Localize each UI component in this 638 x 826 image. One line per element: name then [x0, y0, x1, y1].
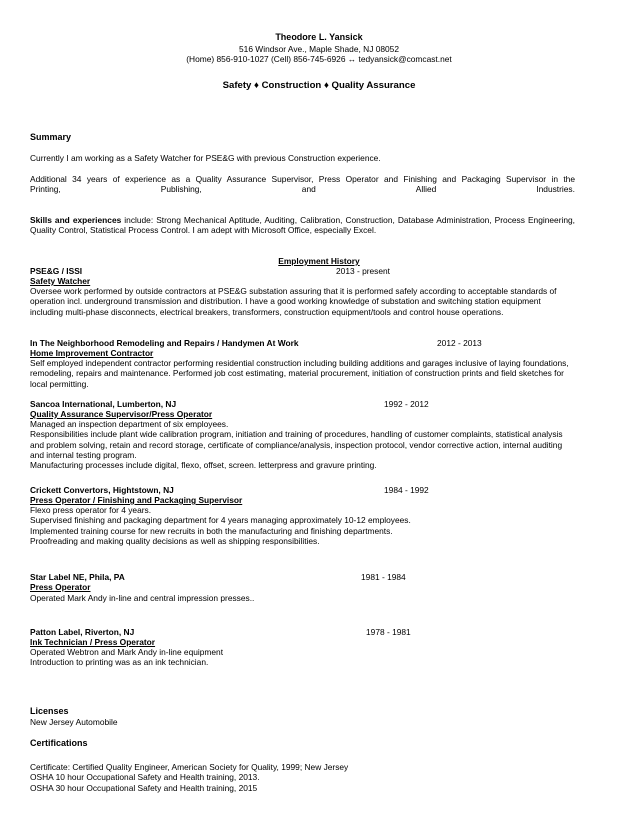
certifications-heading: Certifications [30, 738, 88, 748]
job-line: Supervised finishing and packaging department for 4 years managing approximately 10-12 employees. [30, 515, 411, 526]
job-title: Press Operator [30, 582, 91, 592]
job-org: Sancoa International, Lumberton, NJ [30, 399, 177, 409]
job-line: Implemented training course for new recruits in both the manufacturing and finishing departments. [30, 525, 393, 536]
skills-label: Skills and experiences [30, 215, 122, 225]
certifications-list [30, 762, 575, 793]
job-title: Quality Assurance Supervisor/Press Operator [30, 409, 213, 419]
job-line: Operated Webtron and Mark Andy in-line equipment [30, 647, 224, 657]
job-title: Ink Technician / Press Operator [30, 637, 156, 647]
job-org: Patton Label, Riverton, NJ [30, 627, 135, 637]
job-dates: 1978 - 1981 [366, 627, 411, 637]
summary-word: Allied [415, 184, 437, 195]
job-description: Oversee work performed by outside contractors at PSE&G substation assuring that it is performed safely according to acceptable standards of operation incl. underground transmission and distribution. I have a good working knowledge of substation and switching station equipment including multi-phase disconnects, electrical breakers, transformers, construction equipment/tools and control house operations. [30, 286, 557, 317]
skills-text: include: Strong Mechanical Aptitude, Auditing, Calibration, Construction, Database Administration, Process Engineering, Quality Control, Statistical Process Control. I am adept with Microsoft Office, especially Excel. [30, 215, 575, 236]
job-dates: 1992 - 2012 [384, 399, 429, 409]
job-title: Safety Watcher [30, 276, 91, 286]
skills-paragraph [30, 215, 575, 236]
summary-line-2b [30, 184, 575, 194]
job-line: Flexo press operator for 4 years. [30, 505, 152, 515]
job-line: Responsibilities include plant wide calibration program, initiation and training of procedures, handling of customer complaints, statistical analysis and problem solving, retain and record storage, certificate of compliance/analysis, inspection protocol, vendor corrective action, internal auditing and internal testing program. [30, 429, 563, 460]
job-dates: 2013 - present [336, 266, 391, 276]
job-description [30, 647, 575, 668]
certification-line: Certificate: Certified Quality Engineer, American Society for Quality, 1999; New Jersey [30, 762, 349, 772]
summary-line-1: Currently I am working as a Safety Watcher for PSE&G with previous Construction experience. [30, 153, 381, 163]
job-org: In The Neighborhood Remodeling and Repairs / Handymen At Work [30, 338, 299, 348]
job-dates: 1984 - 1992 [384, 485, 429, 495]
job-line: Managed an inspection department of six employees. [30, 419, 229, 429]
job-description: Operated Mark Andy in-line and central impression presses.. [30, 593, 255, 603]
job-org: PSE&G / ISSI [30, 266, 83, 276]
job-description: Self employed independent contractor performing residential construction including building additions and garages inclusive of laying foundations, remodeling, repairs and maintenance. Performed job cost estimating, material procurement, initiation of construction prints and field sketches for local permitting. [30, 358, 569, 389]
job-description [30, 419, 575, 470]
certification-line: OSHA 30 hour Occupational Safety and Health training, 2015 [30, 782, 258, 793]
job-org: Star Label NE, Phila, PA [30, 572, 125, 582]
summary-line-2 [30, 174, 575, 195]
job-dates: 2012 - 2013 [437, 338, 482, 348]
certification-line: OSHA 10 hour Occupational Safety and Health training, 2013. [30, 772, 260, 783]
job-description [30, 505, 575, 546]
candidate-tagline: Safety ♦ Construction ♦ Quality Assurance [222, 80, 416, 91]
summary-word: Industries. [536, 184, 575, 195]
summary-heading: Summary [30, 132, 72, 142]
job-line: Manufacturing processes include digital, flexo, offset, screen. letterpress and gravure printing. [30, 460, 377, 471]
licenses-heading: Licenses [30, 706, 69, 716]
job-org: Crickett Convertors, Hightstown, NJ [30, 485, 174, 495]
licenses-text: New Jersey Automobile [30, 717, 118, 727]
summary-word: Printing, [30, 184, 61, 195]
job-line: Introduction to printing was as an ink technician. [30, 657, 209, 668]
job-title: Press Operator / Finishing and Packaging Supervisor [30, 495, 243, 505]
summary-line-2a: Additional 34 years of experience as a Quality Assurance Supervisor, Press Operator and Finishing and Packaging Supervisor in the [30, 174, 575, 184]
candidate-name: Theodore L. Yansick [275, 32, 363, 42]
candidate-contact: (Home) 856-910-1027 (Cell) 856-745-6926 ↔ tedyansick@comcast.net [186, 54, 452, 64]
summary-word: and [301, 184, 316, 195]
job-title: Home Improvement Contractor [30, 348, 154, 358]
employment-heading: Employment History [278, 256, 360, 266]
job-dates: 1981 - 1984 [361, 572, 406, 582]
summary-word: Publishing, [160, 184, 202, 195]
job-line: Proofreading and making quality decisions as well as shipping responsibilities. [30, 535, 320, 546]
candidate-address: 516 Windsor Ave., Maple Shade, NJ 08052 [239, 44, 399, 54]
